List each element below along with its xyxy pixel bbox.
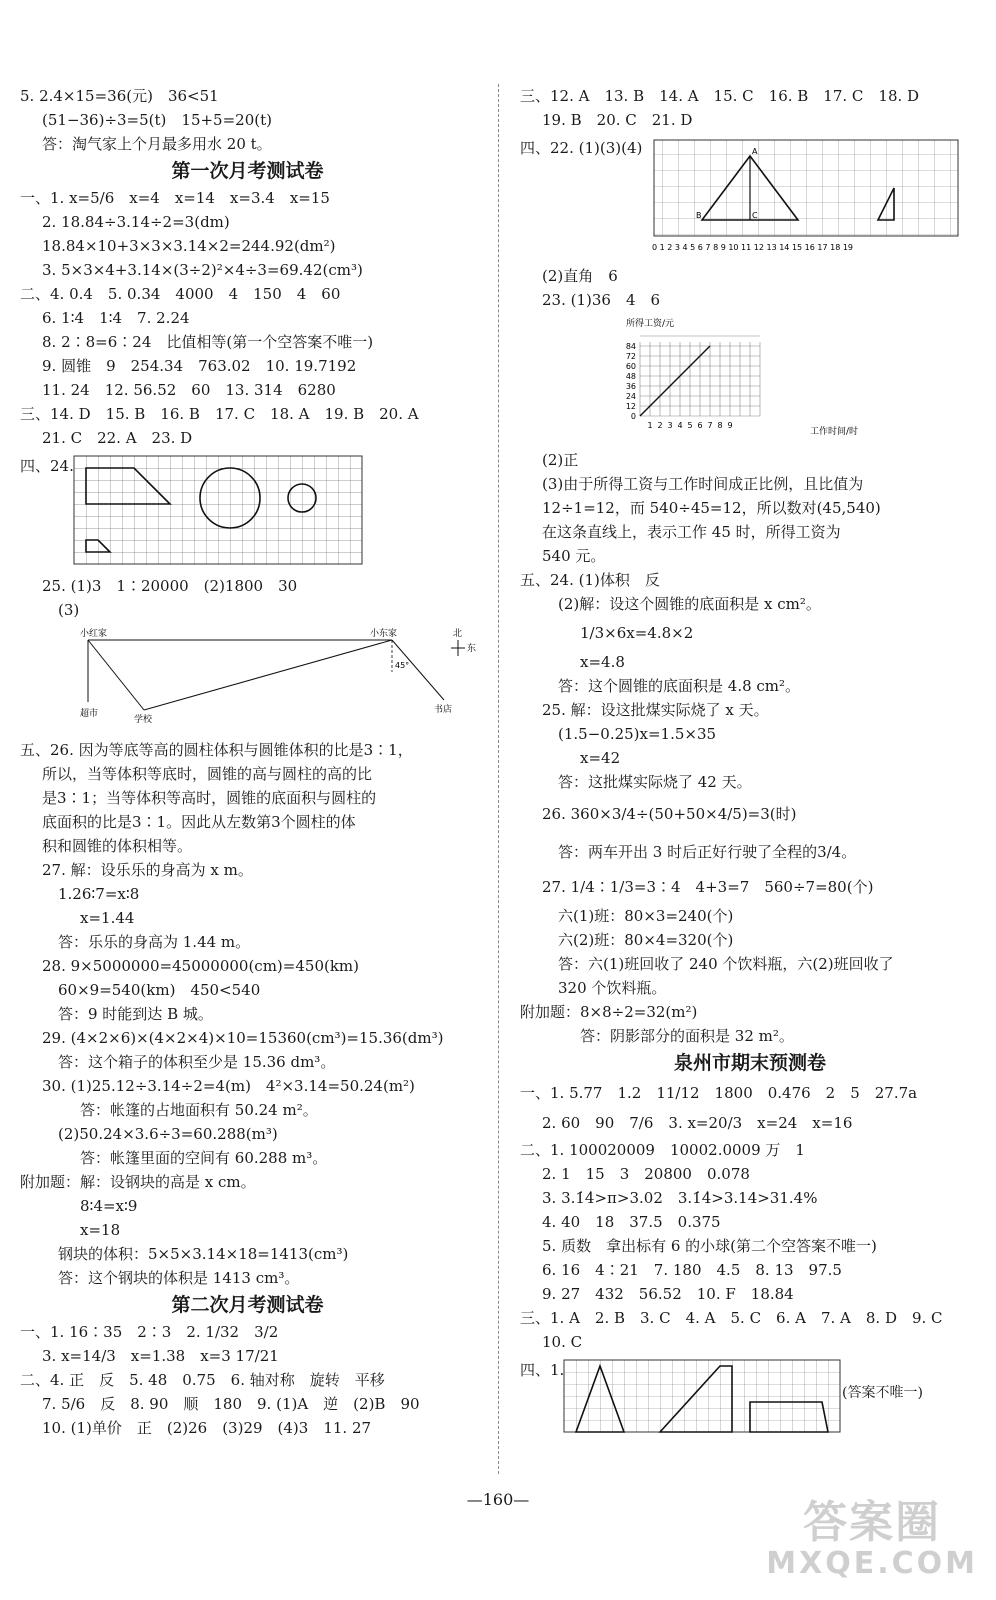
text-line: 12÷1=12，而 540÷45=12，所以数对(45,540) bbox=[542, 499, 881, 517]
text-line: (3) bbox=[58, 601, 80, 619]
text-line: 答：阴影部分的面积是 32 m²。 bbox=[580, 1027, 794, 1045]
text-line: 4. 40 18 37.5 0.375 bbox=[542, 1213, 721, 1231]
y-tick-label: 84 bbox=[625, 342, 636, 351]
text-line: 答：淘气家上个月最多用水 20 t。 bbox=[42, 135, 272, 153]
answer-note: (答案不唯一) bbox=[842, 1385, 923, 1401]
section-title: 第一次月考测试卷 bbox=[171, 160, 324, 182]
text-line: 6. 1∶4 1∶4 7. 2.24 bbox=[42, 309, 190, 327]
y-tick-label: 72 bbox=[625, 352, 636, 361]
text-line: 8. 2∶8=6∶24 比值相等(第一个空答案不唯一) bbox=[42, 333, 374, 351]
text-line: 在这条直线上，表示工作 45 时，所得工资为 bbox=[542, 523, 841, 541]
right-column bbox=[520, 84, 980, 1438]
text-line: (2)直角 6 bbox=[542, 267, 618, 285]
text-line: 9. 圆锥 9 254.34 763.02 10. 19.7192 bbox=[42, 357, 357, 375]
text-line: 答：这批煤实际烧了 42 天。 bbox=[558, 773, 752, 791]
text-line: 5. 质数 拿出标有 6 的小球(第二个空答案不唯一) bbox=[542, 1237, 877, 1255]
map-figure bbox=[20, 626, 475, 734]
text-line: 29. (4×2×6)×(4×2×4)×10=15360(cm³)=15.36(dm³) bbox=[42, 1029, 444, 1047]
text-line: 25. (1)3 1∶20000 (2)1800 30 bbox=[42, 577, 298, 595]
map-label: 书店 bbox=[434, 705, 453, 715]
text-line: 答：六(1)班回收了 240 个饮料瓶，六(2)班回收了 bbox=[558, 955, 894, 973]
text-line: 23. (1)36 4 6 bbox=[542, 291, 661, 309]
text-line: 320 个饮料瓶。 bbox=[558, 979, 667, 997]
text-line: 2. 18.84÷3.14÷2=3(dm) bbox=[42, 213, 230, 231]
x-tick-label: 2 bbox=[657, 421, 663, 430]
text-line: 三、1. A 2. B 3. C 4. A 5. C 6. A 7. A 8. D 9. C bbox=[520, 1309, 943, 1327]
chart-xlabel: 工作时间/时 bbox=[810, 427, 859, 437]
point-label: B bbox=[696, 211, 702, 220]
text-line: 1.26∶7=x∶8 bbox=[58, 885, 140, 903]
text-line: 一、1. 5.77 1.2 11/12 1800 0.476 2 5 27.7a bbox=[520, 1084, 918, 1102]
text-line: 底面积的比是3∶1。因此从左数第3个圆柱的体 bbox=[42, 813, 356, 831]
watermark-url: MXQE.COM bbox=[766, 1546, 978, 1581]
text-line: 2. 1 15 3 20800 0.078 bbox=[542, 1165, 750, 1183]
x-tick-label: 6 bbox=[697, 421, 703, 430]
text-line: 3. 3.1̇4̇>π>3.02 3.1̇4̇>3.14>31.4% bbox=[542, 1189, 818, 1207]
q24-figure bbox=[20, 454, 475, 570]
map-label: 45° bbox=[395, 661, 410, 670]
point-label: A bbox=[752, 147, 758, 156]
text-line: 7. 5/6 反 8. 90 顺 180 9. (1)A 逆 (2)B 90 bbox=[42, 1395, 420, 1413]
column-divider bbox=[498, 84, 499, 1474]
x-tick-label: 4 bbox=[677, 421, 683, 430]
text-line: 6. 16 4∶21 7. 180 4.5 8. 13 97.5 bbox=[542, 1261, 842, 1279]
text-line: (51−36)÷3=5(t) 15+5=20(t) bbox=[42, 111, 272, 129]
text-line: 积和圆锥的体积相等。 bbox=[42, 837, 193, 855]
map-drawing bbox=[20, 626, 475, 730]
text-line: 五、24. (1)体积 反 bbox=[520, 571, 660, 589]
watermark bbox=[766, 1496, 978, 1581]
text-line: 540 元。 bbox=[542, 547, 606, 565]
text-line: 30. (1)25.12÷3.14÷2=4(m) 4²×3.14=50.24(m²) bbox=[42, 1077, 415, 1095]
text-line: 8∶4=x∶9 bbox=[80, 1197, 138, 1215]
text-line: x=1.44 bbox=[80, 909, 135, 927]
text-line: 二、1. 100020009 10002.0009 万 1 bbox=[520, 1141, 805, 1159]
final-grid-figure bbox=[520, 1358, 980, 1434]
text-line: 是3∶1；当等体积等高时，圆锥的底面积与圆柱的 bbox=[42, 789, 377, 807]
text-line: 答：这个箱子的体积至少是 15.36 dm³。 bbox=[58, 1053, 336, 1071]
text-line: 26. 360×3/4÷(50+50×4/5)=3(时) bbox=[542, 805, 797, 823]
map-label: 超市 bbox=[80, 709, 99, 719]
y-tick-label: 36 bbox=[625, 382, 636, 391]
text-line: 11. 24 12. 56.52 60 13. 314 6280 bbox=[42, 381, 336, 399]
x-tick-label: 1 bbox=[647, 421, 653, 430]
text-line: 60×9=540(km) 450<540 bbox=[58, 981, 261, 999]
page-number: —160— bbox=[466, 1490, 530, 1509]
text-line: 四、1. bbox=[520, 1361, 565, 1379]
text-line: 27. 1/4∶1/3=3∶4 4+3=7 560÷7=80(个) bbox=[542, 878, 874, 896]
text-line: 附加题：8×8÷2=32(m²) bbox=[520, 1003, 698, 1021]
text-line: 五、26. 因为等底等高的圆柱体积与圆锥体积的比是3∶1， bbox=[20, 741, 413, 759]
grid-drawing bbox=[74, 456, 374, 568]
text-line: 答：9 时能到达 B 城。 bbox=[58, 1005, 213, 1023]
text-line: 25. 解：设这批煤实际烧了 x 天。 bbox=[542, 701, 769, 719]
y-tick-label: 12 bbox=[625, 402, 636, 411]
text-line: 18.84×10+3×3×3.14×2=244.92(dm²) bbox=[42, 237, 336, 255]
axis-tick-labels: 0 1 2 3 4 5 6 7 8 9 10 11 12 13 14 15 16 17 18 19 bbox=[652, 243, 854, 252]
text-line: 一、1. x=5/6 x=4 x=14 x=3.4 x=15 bbox=[20, 189, 330, 207]
y-tick-label: 60 bbox=[625, 362, 636, 371]
text-line: 答：两车开出 3 时后正好行驶了全程的3/4。 bbox=[558, 843, 857, 861]
y-tick-label: 24 bbox=[625, 392, 636, 401]
text-line: x=18 bbox=[80, 1221, 121, 1239]
text-line: 答：帐篷里面的空间有 60.288 m³。 bbox=[80, 1149, 328, 1167]
text-line: 答：乐乐的身高为 1.44 m。 bbox=[58, 933, 251, 951]
text-line: 四、22. (1)(3)(4) bbox=[520, 139, 643, 157]
text-line: 答：这个钢块的体积是 1413 cm³。 bbox=[58, 1269, 300, 1287]
y-tick-label: 48 bbox=[625, 372, 636, 381]
text-line: 答：帐篷的占地面积有 50.24 m²。 bbox=[80, 1101, 318, 1119]
wage-chart bbox=[610, 316, 870, 442]
text-line: 钢块的体积：5×5×3.14×18=1413(cm³) bbox=[58, 1245, 349, 1263]
map-label: 小东家 bbox=[370, 629, 398, 639]
text-line: 27. 解：设乐乐的身高为 x m。 bbox=[42, 861, 253, 879]
point-label: C bbox=[752, 211, 758, 220]
x-tick-label: 7 bbox=[707, 421, 713, 430]
text-line: 三、12. A 13. B 14. A 15. C 16. B 17. C 18. D bbox=[520, 87, 920, 105]
text-line: 答：这个圆锥的底面积是 4.8 cm²。 bbox=[558, 677, 801, 695]
text-line: 5. 2.4×15=36(元) 36<51 bbox=[20, 87, 219, 105]
text-line: 三、14. D 15. B 16. B 17. C 18. A 19. B 20. A bbox=[20, 405, 419, 423]
text-line: 2. 60 90 7/6 3. x=20/3 x=24 x=16 bbox=[542, 1114, 853, 1132]
text-line: 28. 9×5000000=45000000(cm)=450(km) bbox=[42, 957, 359, 975]
x-tick-label: 8 bbox=[717, 421, 723, 430]
text-line: 二、4. 正 反 5. 48 0.75 6. 轴对称 旋转 平移 bbox=[20, 1371, 385, 1389]
text-line: 3. x=14/3 x=1.38 x=3 17/21 bbox=[42, 1347, 279, 1365]
x-tick-label: 3 bbox=[667, 421, 673, 430]
watermark-text: 答案圈 bbox=[803, 1496, 942, 1548]
section-title: 泉州市期末预测卷 bbox=[673, 1052, 826, 1074]
shape-grid bbox=[564, 1360, 854, 1434]
compass-label: 北 bbox=[453, 629, 463, 639]
text-line: 3. 5×3×4+3.14×(3÷2)²×4÷3=69.42(cm³) bbox=[42, 261, 363, 279]
left-column bbox=[20, 84, 475, 1440]
wage-chart-figure bbox=[520, 316, 980, 444]
text-line: 1/3×6x=4.8×2 bbox=[580, 624, 694, 642]
compass-label: 东 bbox=[467, 644, 477, 654]
text-line: (2)解：设这个圆锥的底面积是 x cm²。 bbox=[558, 595, 821, 613]
text-line: (2)50.24×3.6÷3=60.288(m³) bbox=[58, 1125, 278, 1143]
wage-line bbox=[640, 346, 710, 416]
text-line: 所以，当等体积等底时，圆锥的高与圆柱的高的比 bbox=[42, 765, 373, 783]
chart-grid bbox=[640, 336, 760, 416]
text-line: 10. (1)单价 正 (2)26 (3)29 (4)3 11. 27 bbox=[42, 1419, 372, 1437]
y-tick-label: 0 bbox=[630, 412, 636, 421]
text-line: x=42 bbox=[580, 749, 621, 767]
text-line: 21. C 22. A 23. D bbox=[42, 429, 193, 447]
text-line: 10. C bbox=[542, 1333, 583, 1351]
map-label: 学校 bbox=[134, 715, 153, 725]
text-line: 一、1. 16∶35 2∶3 2. 1/32 3/2 bbox=[20, 1323, 279, 1341]
text-line: 19. B 20. C 21. D bbox=[542, 111, 693, 129]
text-line: x=4.8 bbox=[580, 653, 625, 671]
q22-figure bbox=[520, 136, 980, 260]
text-line: (3)由于所得工资与工作时间成正比例，且比值为 bbox=[542, 475, 864, 493]
x-tick-label: 5 bbox=[687, 421, 693, 430]
text-line: (1.5−0.25)x=1.5×35 bbox=[558, 725, 717, 743]
x-tick-label: 9 bbox=[727, 421, 733, 430]
text-line: 附加题：解：设钢块的高是 x cm。 bbox=[20, 1173, 256, 1191]
text-line: (2)正 bbox=[542, 451, 579, 469]
section-title: 第二次月考测试卷 bbox=[171, 1294, 324, 1316]
text-line: 六(2)班：80×4=320(个) bbox=[558, 931, 734, 949]
text-line: 9. 27 432 56.52 10. F 18.84 bbox=[542, 1285, 794, 1303]
text-line: 六(1)班：80×3=240(个) bbox=[558, 907, 734, 925]
text-line: 四、24. bbox=[20, 457, 74, 475]
coordinate-grid bbox=[646, 138, 986, 260]
chart-ylabel: 所得工资/元 bbox=[626, 319, 675, 329]
text-line: 二、4. 0.4 5. 0.34 4000 4 150 4 60 bbox=[20, 285, 341, 303]
map-label: 小红家 bbox=[80, 629, 108, 639]
